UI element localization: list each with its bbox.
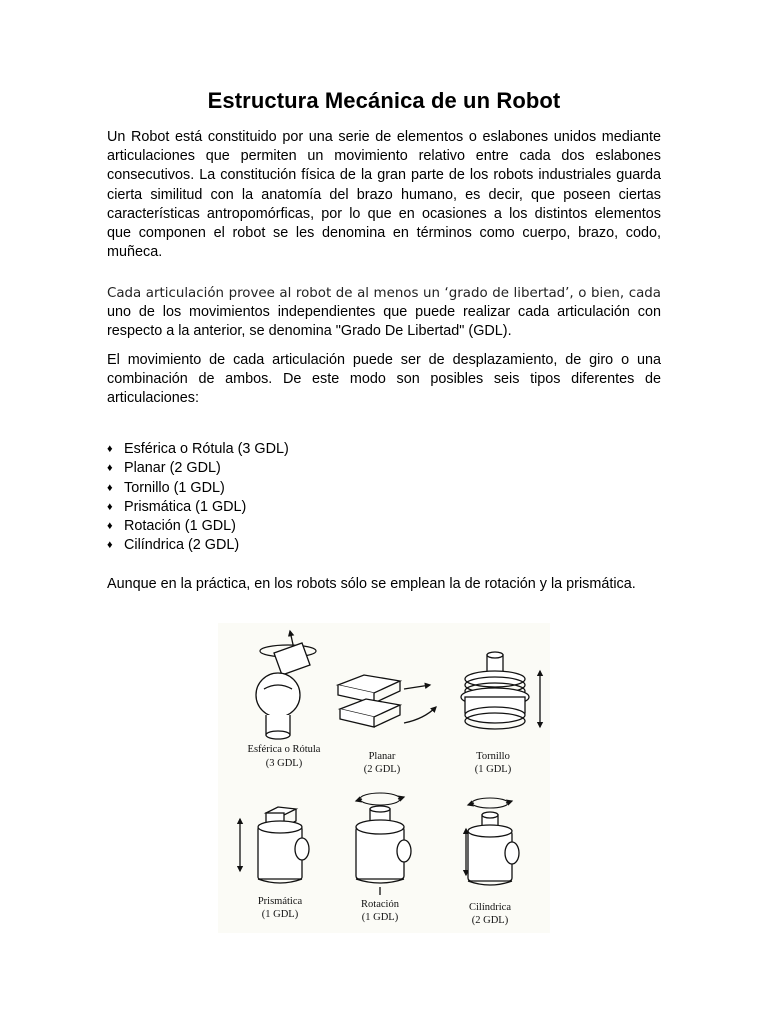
text-line: características antropomórficas, por lo que en ocasiones a los distintos elementos xyxy=(107,205,661,222)
joint-types-figure xyxy=(218,623,550,933)
list-item xyxy=(107,440,289,459)
diamond-bullet-icon: ♦ xyxy=(107,443,113,455)
caption-revolute: Rotación xyxy=(361,899,399,910)
list-item-label: Tornillo (1 GDL) xyxy=(124,479,225,496)
text-line: Cada articulación provee al robot de al menos un ‘grado de libertad’, o bien, cada xyxy=(107,286,661,301)
caption-planar: Planar xyxy=(368,751,396,762)
caption-spherical-dof: (3 GDL) xyxy=(265,758,303,769)
screw-joint-icon xyxy=(461,652,540,729)
diamond-bullet-icon: ♦ xyxy=(107,481,113,494)
text-line: articulaciones que permiten un movimiento relativo entre cada dos eslabones xyxy=(107,148,661,165)
list-item xyxy=(107,479,289,498)
text-line: muñeca. xyxy=(107,244,163,261)
text-line: Un Robot está constituido por una serie de elementos o eslabones unidos mediante xyxy=(107,129,661,145)
list-item-label: Esférica o Rótula (3 GDL) xyxy=(124,441,289,457)
planar-joint-icon xyxy=(338,675,436,727)
degrees-of-freedom-paragraph xyxy=(107,284,661,342)
text-line: uno de los movimientos independientes que puede realizar cada articulación con xyxy=(107,304,661,321)
joint-types-list xyxy=(107,440,289,556)
list-item-label: Planar (2 GDL) xyxy=(124,460,221,477)
text-line: cierta similitud con la anatomía del brazo humano, es decir, que poseen ciertas xyxy=(107,186,661,203)
prismatic-joint-icon xyxy=(240,807,309,883)
caption-planar-dof: (2 GDL) xyxy=(363,764,401,775)
caption-revolute-dof: (1 GDL) xyxy=(361,912,399,923)
text-line: articulaciones: xyxy=(107,390,199,407)
text-line: Aunque en la práctica, en los robots sólo se emplean la de rotación y la prismática. xyxy=(107,576,636,592)
cylindrical-joint-icon xyxy=(466,798,519,885)
list-item xyxy=(107,498,289,517)
caption-screw: Tornillo xyxy=(476,751,510,762)
list-item xyxy=(107,517,289,536)
text-line: respecto a la anterior, se denomina "Grado De Libertad" (GDL). xyxy=(107,323,512,340)
diamond-bullet-icon: ♦ xyxy=(107,462,113,475)
caption-screw-dof: (1 GDL) xyxy=(474,764,512,775)
spherical-joint-icon xyxy=(256,631,316,739)
list-item-label: Rotación (1 GDL) xyxy=(124,518,236,535)
caption-cylindrical: Cilíndrica xyxy=(469,902,511,913)
text-line: que componen el robot se les denomina en términos como cuerpo, brazo, codo, xyxy=(107,225,661,242)
list-item xyxy=(107,459,289,478)
text-line: consecutivos. La constitución física de la gran parte de los robots industriales guarda xyxy=(107,167,661,184)
page-title: Estructura Mecánica de un Robot xyxy=(207,88,561,113)
closing-paragraph xyxy=(107,575,661,594)
intro-paragraph xyxy=(107,128,661,262)
revolute-joint-icon xyxy=(356,793,411,895)
diamond-bullet-icon: ♦ xyxy=(107,500,113,513)
text-line: El movimiento de cada articulación puede ser de desplazamiento, de giro o una xyxy=(107,352,661,368)
movement-paragraph xyxy=(107,351,661,409)
caption-prismatic: Prismática xyxy=(257,896,303,907)
list-item-label: Cilíndrica (2 GDL) xyxy=(124,537,240,554)
diamond-bullet-icon: ♦ xyxy=(107,539,113,552)
list-item xyxy=(107,536,289,555)
caption-cylindrical-dof: (2 GDL) xyxy=(471,915,509,926)
caption-prismatic-dof: (1 GDL) xyxy=(261,909,299,920)
text-line: combinación de ambos. De este modo son posibles seis tipos diferentes de xyxy=(107,371,661,388)
joint-diagram xyxy=(218,623,550,933)
caption-spherical: Esférica o Rótula xyxy=(247,744,321,755)
diamond-bullet-icon: ♦ xyxy=(107,520,113,533)
list-item-label: Prismática (1 GDL) xyxy=(124,498,247,515)
